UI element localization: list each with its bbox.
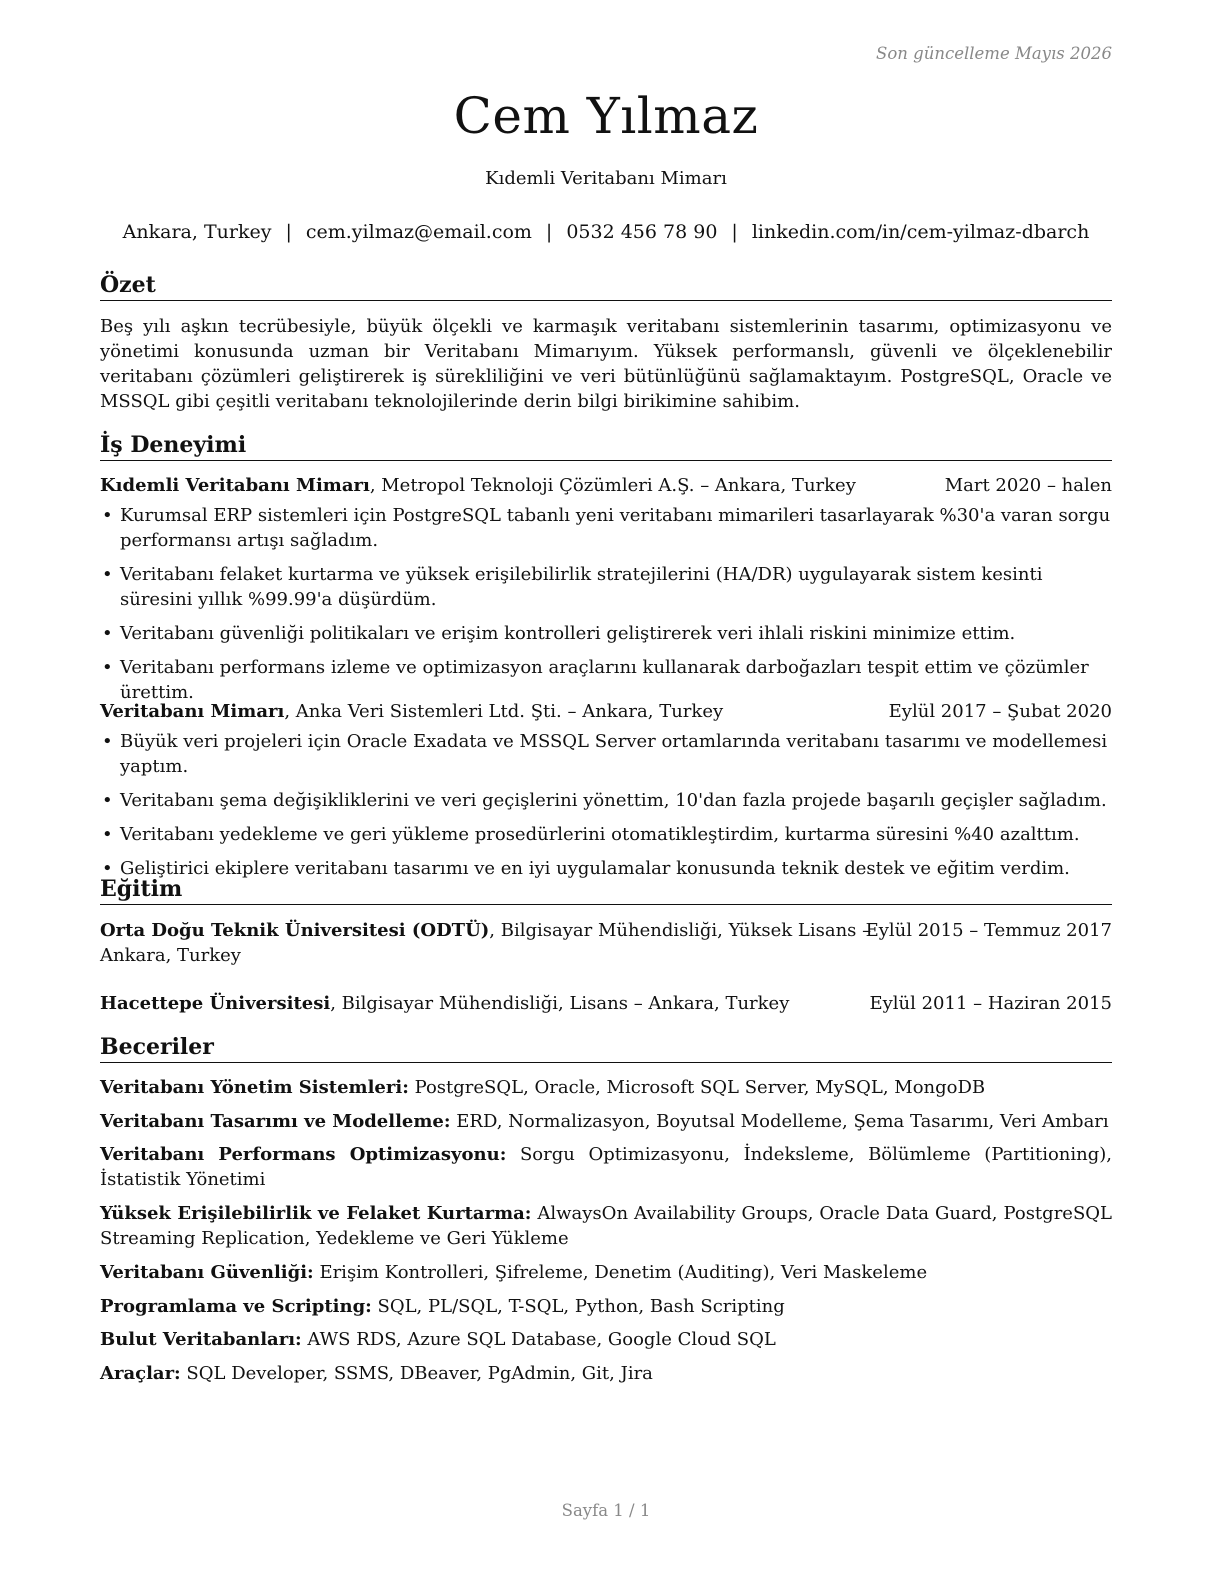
skill-row [100, 1075, 1112, 1100]
skill-value: SQL Developer, SSMS, DBeaver, PgAdmin, Git, Jira [180, 1363, 653, 1384]
skill-row [100, 1142, 1112, 1192]
bullet-icon: • [102, 790, 113, 811]
job-company: , Metropol Teknoloji Çözümleri A.Ş. – Ankara, Turkey [369, 475, 856, 496]
skill-row [100, 1294, 1112, 1319]
skill-value: AlwaysOn Availability Groups, Oracle Data Guard, PostgreSQL Streaming Replication, Yedekleme ve Geri Yükleme [100, 1203, 1112, 1249]
skill-value: ERD, Normalizasyon, Boyutsal Modelleme, Şema Tasarımı, Veri Ambarı [450, 1111, 1109, 1132]
skill-label: Veritabanı Yönetim Sistemleri: [100, 1077, 409, 1098]
skill-label: Programlama ve Scripting: [100, 1296, 372, 1317]
contact-location: Ankara, Turkey [122, 221, 272, 243]
skill-value: PostgreSQL, Oracle, Microsoft SQL Server, MySQL, MongoDB [408, 1077, 986, 1098]
list-item: • Veritabanı güvenliği politikaları ve erişim kontrolleri geliştirerek veri ihlali riskini minimize ettim. [102, 623, 1016, 644]
job-role: Kıdemli Veritabanı Mimarı [100, 475, 370, 496]
page-number: Sayfa 1 / 1 [561, 1501, 651, 1520]
section-heading-experience: İş Deneyimi [100, 430, 1112, 461]
job-header [100, 699, 1112, 724]
contact-linkedin[interactable]: linkedin.com/in/cem-yilmaz-dbarch [751, 221, 1090, 243]
section-heading-skills: Beceriler [100, 1032, 1112, 1063]
contact-email[interactable]: cem.yilmaz@email.com [305, 221, 532, 243]
skill-row [100, 1201, 1112, 1251]
contact-line [100, 218, 1112, 246]
skill-label: Araçlar: [100, 1363, 181, 1384]
education-detail: , Bilgisayar Mühendisliği, Lisans – Ankara, Turkey [330, 993, 790, 1014]
education-item [100, 991, 1112, 1016]
list-item: • Veritabanı felaket kurtarma ve yüksek erişilebilirlik stratejilerini (HA/DR) uygulayarak sistem kesinti süresini yıllık %99.99'a düşürdüm. [102, 564, 1043, 610]
job-role: Veritabanı Mimarı [100, 701, 285, 722]
education-item [100, 918, 880, 968]
education-detail: , Bilgisayar Mühendisliği, Yüksek Lisans – Ankara, Turkey [100, 920, 872, 966]
list-item: • Veritabanı performans izleme ve optimizasyon araçlarını kullanarak darboğazları tespit ettim ve çözümler ürettim. [102, 657, 1089, 703]
skill-label: Veritabanı Güvenliği: [100, 1262, 314, 1283]
job-date: Mart 2020 – halen [944, 475, 1112, 496]
job-bullets [100, 729, 1116, 890]
bullet-icon: • [102, 505, 113, 526]
section-heading-education: Eğitim [100, 874, 1112, 905]
job-company: , Anka Veri Sistemleri Ltd. Şti. – Ankara, Turkey [284, 701, 724, 722]
list-item: • Geliştirici ekiplere veritabanı tasarımı ve en iyi uygulamalar konusunda teknik destek ve eğitim verdim. [102, 858, 1070, 879]
skill-value: Erişim Kontrolleri, Şifreleme, Denetim (Auditing), Veri Maskeleme [313, 1262, 928, 1283]
job-header [100, 473, 1112, 498]
summary-text: Beş yılı aşkın tecrübesiyle, büyük ölçekli ve karmaşık veritabanı sistemlerinin tasarımı, optimizasyonu ve yönetimi konusunda uzman bir Veritabanı Mimarıyım. Yüksek performanslı, güvenli ve ölçeklenebilir veritabanı çözümleri geliştirerek iş sürekliliğini ve veri bütünlüğünü sağlamaktayım. PostgreSQL, Oracle ve MSSQL gibi çeşitli veritabanı teknolojilerinde derin bilgi birikimine sahibim. [100, 316, 1112, 412]
candidate-name: Cem Yılmaz [453, 87, 759, 145]
skill-row [100, 1327, 1112, 1352]
contact-separator: | [731, 221, 738, 243]
education-date: Eylül 2011 – Haziran 2015 [869, 993, 1112, 1014]
job-date: Eylül 2017 – Şubat 2020 [888, 701, 1112, 722]
bullet-icon: • [102, 858, 113, 879]
skill-value: AWS RDS, Azure SQL Database, Google Cloud SQL [301, 1329, 776, 1350]
contact-phone: 0532 456 78 90 [566, 221, 718, 243]
contact-separator: | [285, 221, 292, 243]
candidate-title: Kıdemli Veritabanı Mimarı [485, 168, 727, 189]
skill-label: Yüksek Erişilebilirlik ve Felaket Kurtarma: [100, 1203, 532, 1224]
bullet-icon: • [102, 657, 113, 678]
skill-value: Sorgu Optimizasyonu, İndeksleme, Bölümleme (Partitioning), İstatistik Yönetimi [100, 1144, 1112, 1190]
skill-label: Veritabanı Performans Optimizasyonu: [100, 1144, 507, 1165]
last-updated: Son güncelleme Mayıs 2026 [876, 44, 1112, 63]
skill-row [100, 1109, 1112, 1134]
job-bullets [100, 503, 1116, 714]
section-heading-summary: Özet [100, 270, 1112, 301]
education-school: Hacettepe Üniversitesi [100, 993, 331, 1014]
list-item: • Kurumsal ERP sistemleri için PostgreSQL tabanlı yeni veritabanı mimarileri tasarlayarak %30'a varan sorgu performansı artışı sağladım. [102, 505, 1111, 551]
education-school: Orta Doğu Teknik Üniversitesi (ODTÜ) [100, 920, 490, 941]
contact-separator: | [545, 221, 553, 243]
list-item: • Veritabanı yedekleme ve geri yükleme prosedürlerini otomatikleştirdim, kurtarma süresini %40 azalttım. [102, 824, 1080, 845]
skill-label: Bulut Veritabanları: [100, 1329, 302, 1350]
skill-row [100, 1361, 1112, 1386]
bullet-icon: • [102, 623, 113, 644]
skill-label: Veritabanı Tasarımı ve Modelleme: [100, 1111, 451, 1132]
bullet-icon: • [102, 731, 113, 752]
skill-row [100, 1260, 1112, 1285]
list-item: • Veritabanı şema değişikliklerini ve veri geçişlerini yönettim, 10'dan fazla projede başarılı geçişler sağladım. [102, 790, 1107, 811]
education-date: Eylül 2015 – Temmuz 2017 [865, 920, 1112, 941]
bullet-icon: • [102, 564, 113, 585]
bullet-icon: • [102, 824, 113, 845]
skill-value: SQL, PL/SQL, T-SQL, Python, Bash Scripting [371, 1296, 785, 1317]
list-item: • Büyük veri projeleri için Oracle Exadata ve MSSQL Server ortamlarında veritabanı tasarımı ve modellemesi yaptım. [102, 731, 1108, 777]
